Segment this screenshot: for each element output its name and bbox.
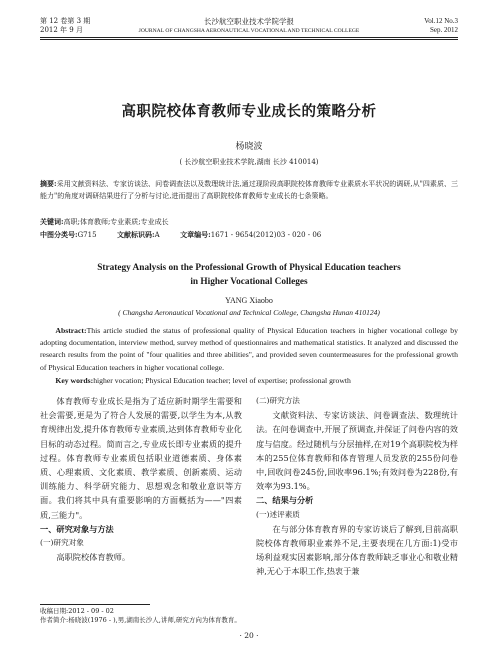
header-journal-cn: 长沙航空职业技术学院学报: [204, 17, 294, 26]
result-paragraph: 在与部分体育教育界的专家访谈后了解到,目前高职院校体育教师职业素养不足,主要表现在几方面:1)受市场利益观实因素影响,部分体育教师缺乏事业心和敬业精神,无心于本职工作,热衷于兼: [256, 523, 458, 577]
header-rule-thin: [40, 39, 458, 40]
keywords-cn-label: 关键词:: [40, 217, 64, 226]
article-id-value: 1671 - 9654(2012)03 - 020 - 06: [210, 231, 322, 239]
header-volume: Vol.12 No.3: [424, 17, 458, 25]
section-heading-1: 一、研究对象与方法: [40, 523, 114, 534]
abstract-en-label: Abstract:: [55, 326, 87, 335]
affiliation-cn: ( 长沙航空职业技术学院,湖南 长沙 410014): [179, 158, 319, 166]
clc-label: 中图分类号:: [40, 230, 78, 239]
keywords-cn-text: 高职;体育教师;专业素质;专业成长: [63, 218, 169, 226]
abstract-en: [40, 325, 458, 374]
keywords-cn: [40, 216, 458, 228]
research-object-paragraph: 高职院校体育教师。: [56, 552, 131, 563]
footnote-author: 作者简介:杨晓波(1976 - ),男,湖南长沙人,讲师,研究方向为体育教育。: [40, 616, 241, 624]
footnote-received: 收稿日期:2012 - 09 - 02: [40, 607, 114, 615]
body-right-column: [256, 394, 458, 579]
header-journal-en: JOURNAL OF CHANGSHA AERONAUTICAL VOCATIONAL AND TECHNICAL COLLEGE: [138, 28, 360, 34]
doc-code-value: A: [154, 231, 160, 239]
classification-line: [40, 229, 458, 241]
abstract-cn: [40, 178, 458, 202]
author-cn: 杨晓波: [235, 142, 263, 152]
section-heading-2: 二、结果与分析: [256, 495, 314, 506]
subsection-heading-1-2: (二)研究方法: [256, 396, 300, 405]
abstract-cn-label: 摘要:: [40, 179, 57, 188]
paper-title-en-line1: Strategy Analysis on the Professional Growth of Physical Education teachers: [97, 263, 401, 273]
keywords-en: [40, 375, 458, 387]
page-number: · 20 ·: [239, 631, 259, 640]
header-rule: [40, 37, 458, 38]
body-left-column: [40, 394, 242, 564]
footnote-rule: [40, 604, 150, 605]
subsection-heading-2-1: (一)述评素质: [256, 509, 300, 519]
header-month: Sep. 2012: [430, 26, 458, 34]
keywords-en-label: Key words:: [55, 376, 94, 385]
doc-code-label: 文献标识码:: [117, 230, 155, 239]
affiliation-en: ( Changsha Aeronautical Vocational and Technical College, Changsha Hunan 410124): [118, 308, 380, 317]
author-en: YANG Xiaobo: [225, 296, 273, 305]
method-paragraph: 文献资料法、专家访谈法、问卷调查法、数理统计法。在问卷调查中,开展了预调查,并保证了问卷内容的效度与信度。经过随机与分层抽样,在对19个高职院校为样本的255位体育教师和体育管理人员发放的255份问卷中,回收问卷245份,回收率96.1%;有效问卷为228份,有效率为93.1%。: [256, 410, 458, 492]
article-id-label: 文章编号:: [180, 230, 211, 239]
clc-value: G715: [77, 231, 97, 239]
paper-title-en-line2: in Higher Vocational Colleges: [190, 277, 308, 287]
abstract-cn-text: 采用文献资料法、专家访谈法、问卷调查法以及数理统计法,通过现阶段高职院校体育教师专业素质水平状况的调研,从"四素质、三能力"的角度对调研结果进行了分析与讨论,进而提出了高职院校体育教师专业成长的七条策略。: [40, 180, 459, 200]
header-issue: 第 12 卷第 3 期: [40, 17, 91, 25]
intro-paragraph: 体育教师专业成长是指为了适应新时期学生需要和社会需要,更是为了符合人发展的需要,以学生为本,从教育规律出发,提升体育教师专业素质,达到体育教师专业化目标的动态过程。简而言之,专业成长即专业素质的提升过程。体育教师专业素质包括职业道德素质、身体素质、心理素质、文化素质、教学素质、创新素质、运动训练能力、科学研究能力、思想观念和敬业意识等方面。我们将其中具有重要影响的方面概括为——"四素质,三能力"。: [40, 396, 242, 520]
paper-title-cn: 高职院校体育教师专业成长的策略分析: [121, 103, 377, 120]
abstract-en-text: This article studied the status of professional quality of Physical Education teachers in higher vocational college by adopting documentation, interview method, survey method of questionnaires and mathematical statistics. It analyzed and discussed the research results from the point of "four qualities and three abilities", and provided seven countermeasures for the professional growth of Physical Education teachers in higher vocational college.: [40, 326, 458, 372]
keywords-en-text: higher vocation; Physical Education teacher; level of expertise; professional growth: [93, 376, 351, 385]
header-date: 2012 年 9 月: [40, 26, 83, 34]
subsection-heading-1-1: (一)研究对象: [40, 538, 84, 548]
